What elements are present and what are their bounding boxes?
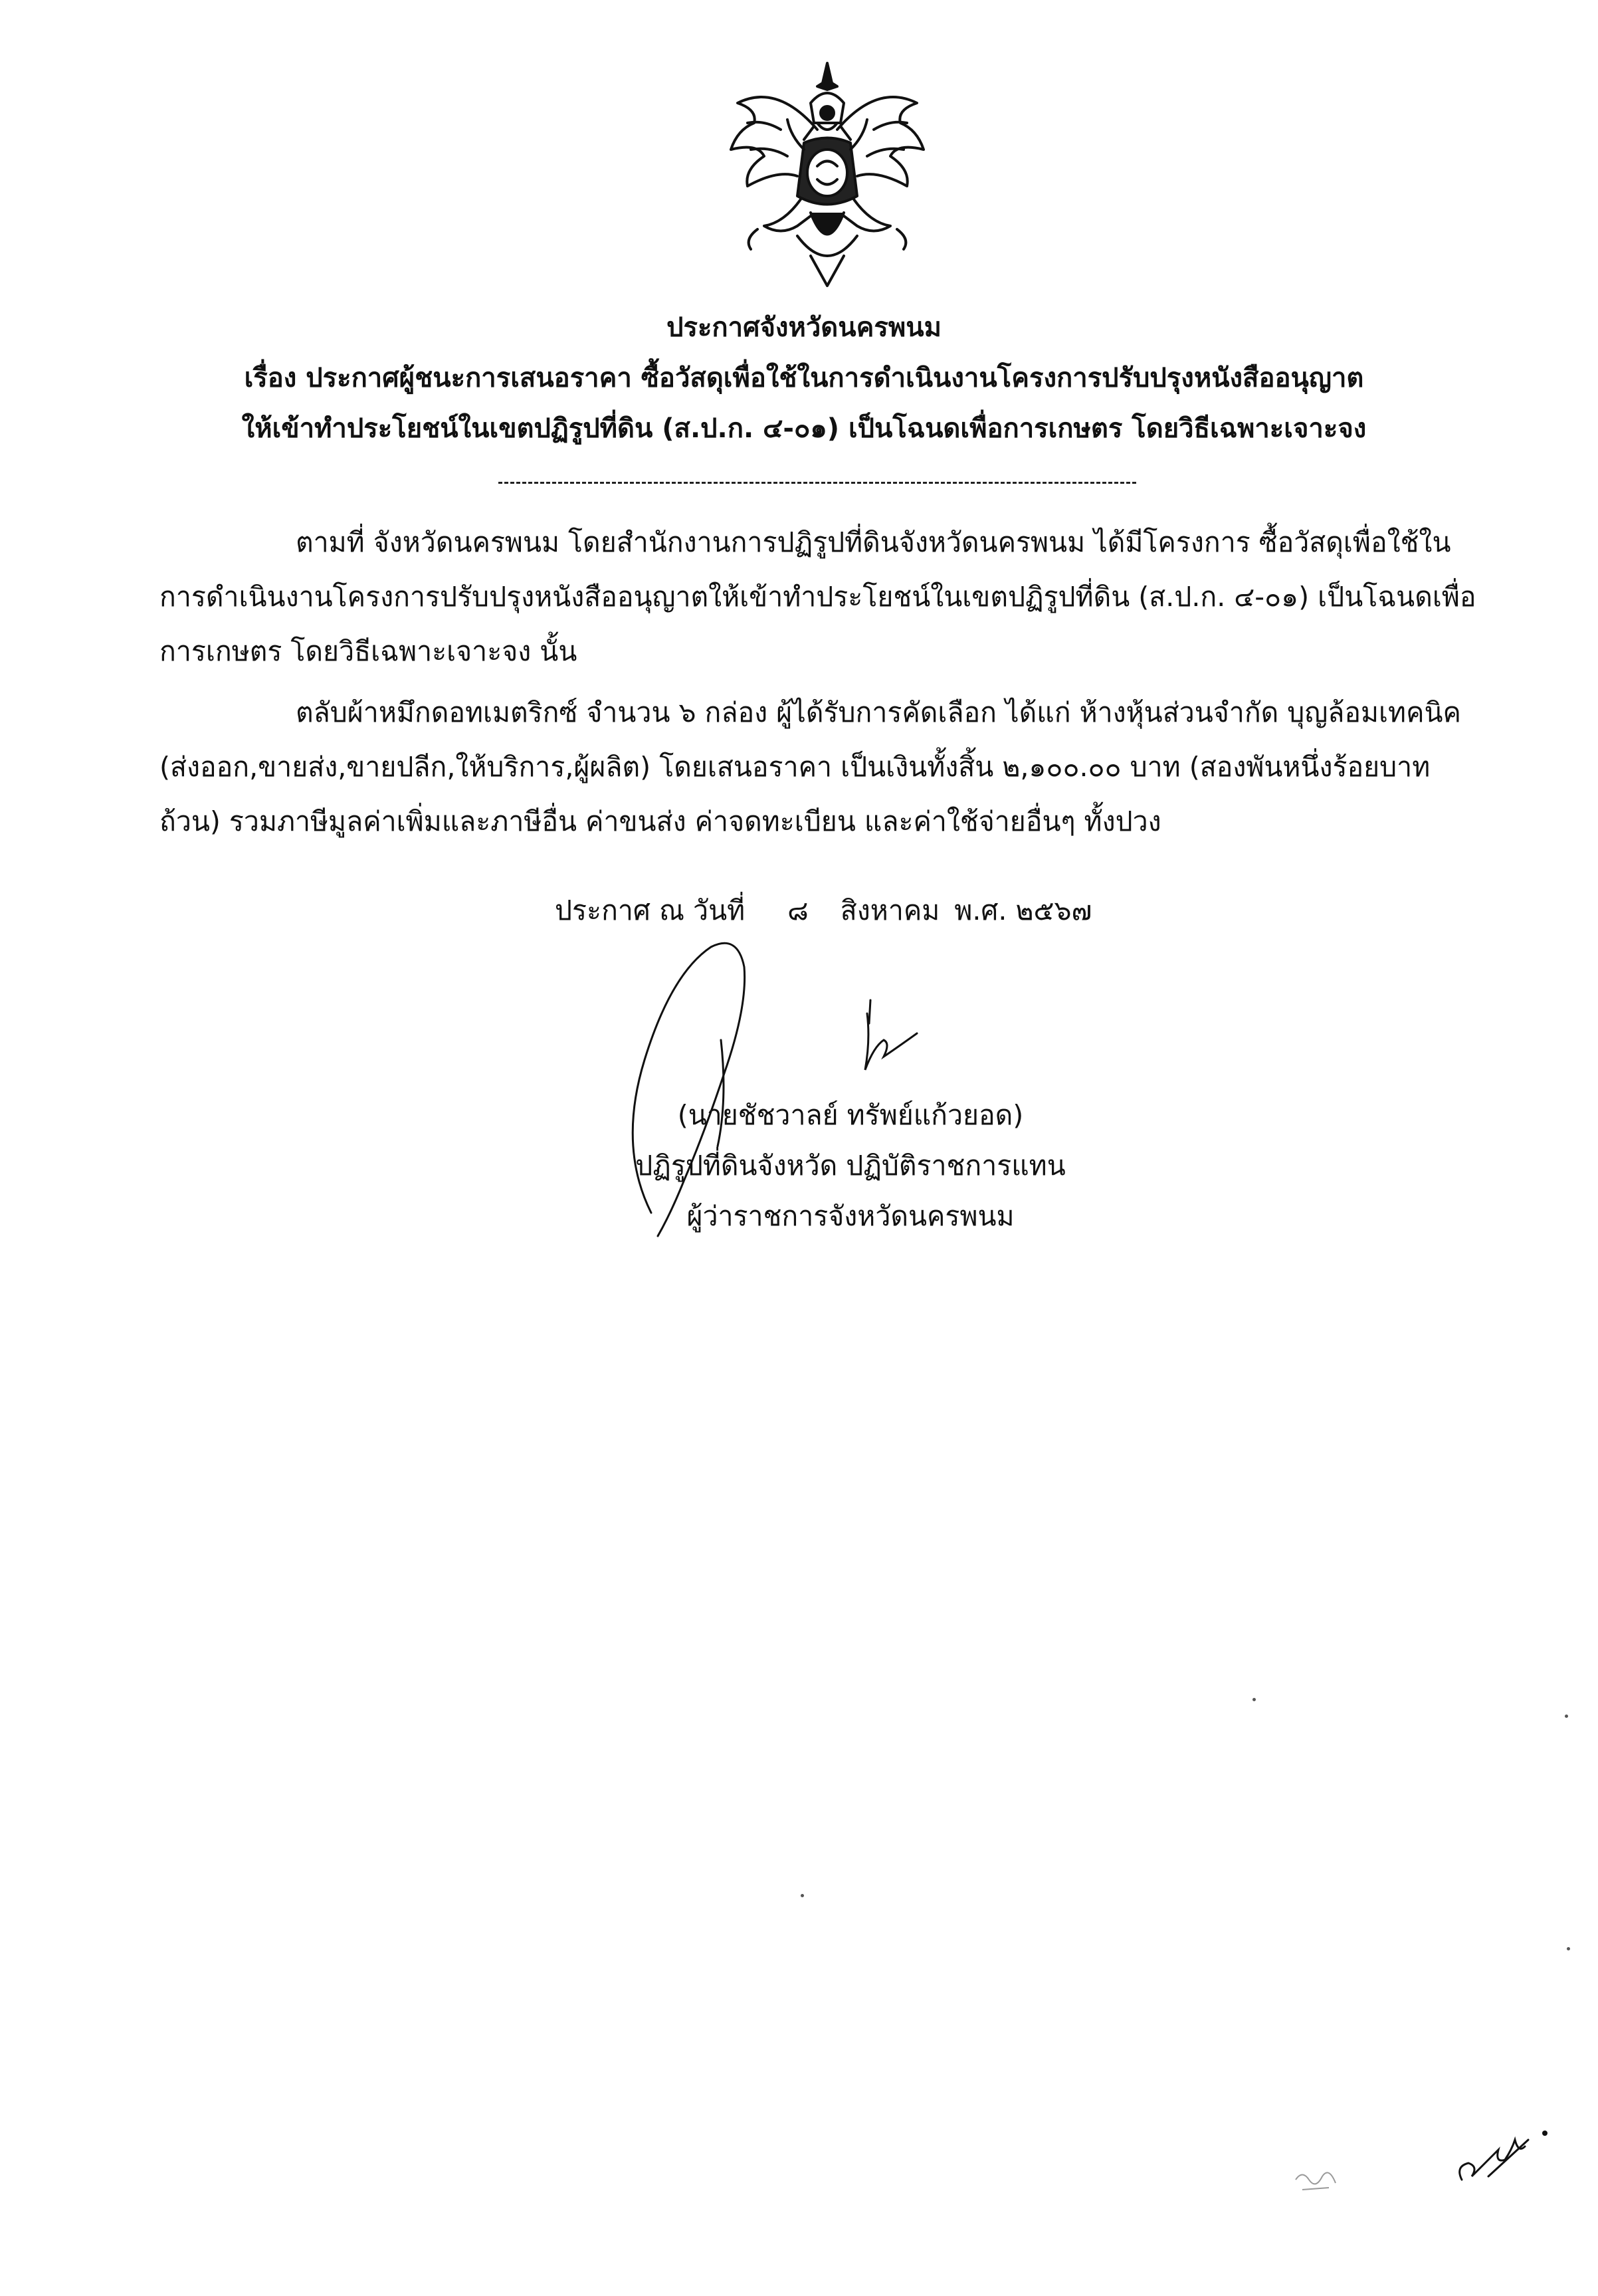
- signer-block: [598, 1090, 1103, 1241]
- date-prefix: ประกาศ ณ วันที่: [555, 894, 746, 926]
- announcement-body: [159, 515, 1482, 849]
- handwritten-initials: [1448, 2113, 1555, 2193]
- announcement-subject: [153, 353, 1455, 454]
- announcement-date: [555, 889, 1092, 932]
- document-header: [153, 302, 1455, 454]
- date-day: ๘: [787, 894, 809, 926]
- scan-speck: [801, 1894, 804, 1897]
- date-month: สิงหาคม: [840, 894, 940, 926]
- signer-name: (นายชัชวาลย์ ทรัพย์แก้วยอด): [677, 1099, 1024, 1131]
- scan-speck: [1565, 1715, 1568, 1718]
- date-year: พ.ศ. ๒๕๖๗: [954, 894, 1092, 926]
- faint-mark: [1289, 2160, 1349, 2200]
- header-divider: [498, 482, 1136, 484]
- scan-speck: [1567, 1947, 1570, 1950]
- garuda-emblem-icon: [718, 56, 937, 292]
- subject-line-2: ให้เข้าทำประโยชน์ในเขตปฏิรูปที่ดิน (ส.ป.ก. ๔-๐๑) เป็นโฉนดเพื่อการเกษตร โดยวิธีเฉพาะเจาะจง: [241, 413, 1367, 444]
- subject-line-1: เรื่อง ประกาศผู้ชนะการเสนอราคา ซื้อวัสดุเพื่อใช้ในการดำเนินงานโครงการปรับปรุงหนังสืออนุญาต: [244, 363, 1364, 393]
- body-paragraph-2: ตลับผ้าหมึกดอทเมตริกซ์ จำนวน ๖ กล่อง ผู้ได้รับการคัดเลือก ได้แก่ ห้างหุ้นส่วนจำกัด บุญล้อมเทคนิค (ส่งออก,ขายส่ง,ขายปลีก,ให้บริการ,ผู้ผลิต) โดยเสนอราคา เป็นเงินทั้งสิ้น ๒,๑๐๐.๐๐ บาท (สองพันหนึ่งร้อยบาทถ้วน) รวมภาษีมูลค่าเพิ่มและภาษีอื่น ค่าขนส่ง ค่าจดทะเบียน และค่าใช้จ่ายอื่นๆ ทั้งปวง: [159, 696, 1461, 837]
- body-paragraph-1: ตามที่ จังหวัดนครพนม โดยสำนักงานการปฏิรูปที่ดินจังหวัดนครพนม ได้มีโครงการ ซื้อวัสดุเพื่อใช้ในการดำเนินงานโครงการปรับปรุงหนังสืออนุญาตให้เข้าทำประโยชน์ในเขตปฏิรูปที่ดิน (ส.ป.ก. ๔-๐๑) เป็นโฉนดเพื่อการเกษตร โดยวิธีเฉพาะเจาะจง นั้น: [159, 526, 1476, 667]
- scan-speck: [1252, 1698, 1256, 1701]
- signer-position-1: ปฏิรูปที่ดินจังหวัด ปฏิบัติราชการแทน: [635, 1150, 1066, 1182]
- signer-position-2: ผู้ว่าราชการจังหวัดนครพนม: [686, 1200, 1015, 1232]
- announcement-title: ประกาศจังหวัดนครพนม: [666, 312, 942, 343]
